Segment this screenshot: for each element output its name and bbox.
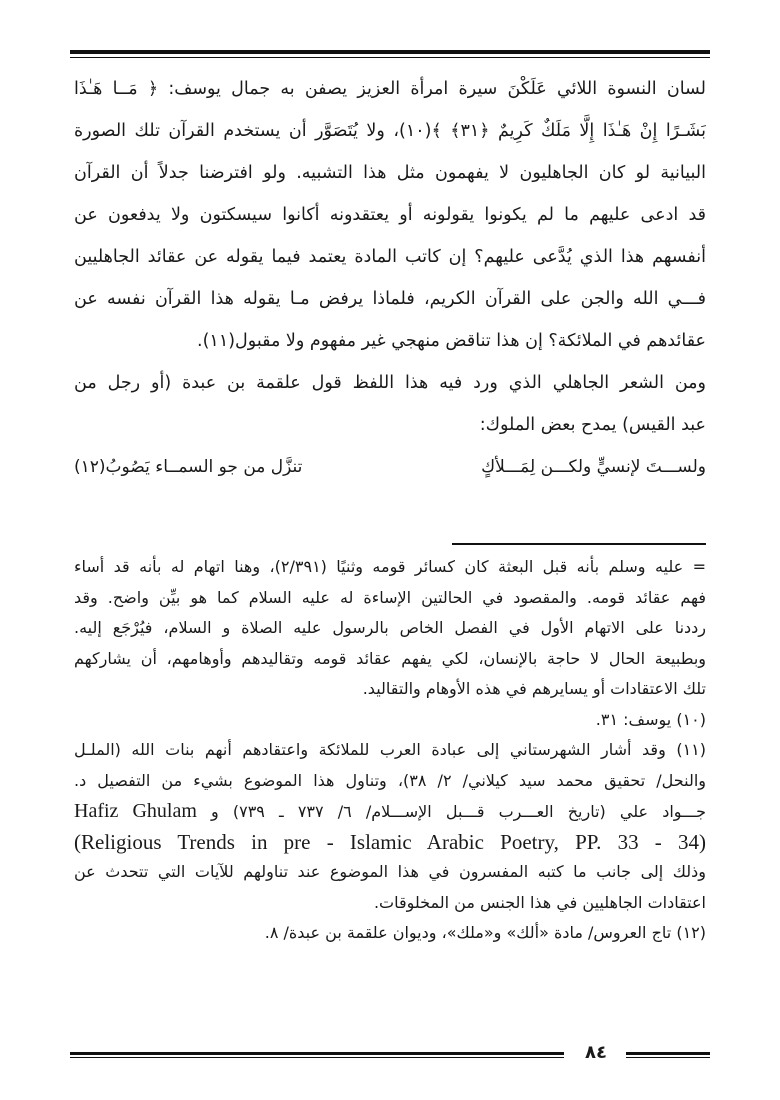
page-number: ٨٤ <box>585 1042 607 1063</box>
body-line: ومن الشعر الجاهلي الذي ورد فيه هذا اللفظ قول علقمة بن عبدة (أو رجل من <box>74 373 706 393</box>
footer-rule-left-thin <box>70 1057 564 1058</box>
top-rule <box>70 50 710 54</box>
body-line: البيانية لو كان الجاهليون لا يفهمون مثل هذا التشبيه. ولو افترضنا جدلاً أن القرآن <box>74 163 706 183</box>
footnotes <box>74 552 706 949</box>
footnote-arabic-part: جـــواد علي (تاريخ العـــرب قـــبل الإســـلام/ ٦/ ٧٣٧ ـ ٧٣٩) و <box>211 802 706 821</box>
main-text <box>74 68 706 488</box>
footnote-line: والنحل/ تحقيق محمد سيد كيلاني/ ٢/ ٣٨)، وتناول هذا الموضوع بشيء من التفصيل د. <box>74 770 706 790</box>
footnote-author-name: Hafiz Ghulam <box>74 800 197 822</box>
body-line: أنفسهم هذا الذي يُدَّعى عليهم؟ إن كاتب المادة يعتمد فيما يقوله عن عقائد الجاهليين <box>74 247 706 267</box>
footnote-line: وذلك إلى جانب ما كتبه المفسرون في هذا الموضوع عند تناولهم للآيات التي تتحدث عن <box>74 862 706 881</box>
footer-rule-left <box>70 1052 564 1055</box>
footer-rule-right-thin <box>626 1057 710 1058</box>
footnote-separator <box>452 543 706 545</box>
body-line: فـــي الله والجن على القرآن الكريم، فلماذا يرفض مـا يقوله هذا القرآن نفسه عن <box>74 289 706 309</box>
body-line: عبد القيس) يمدح بعض الملوك: <box>479 415 706 435</box>
body-line: قد ادعى عليهم ما لم يكونوا يقولونه أو يعتقدونه أكانوا سيسكتون ولا يدفعون عن <box>74 205 706 225</box>
page-footer <box>70 1042 710 1066</box>
body-line: لسان النسوة اللائي عَلَكْنَ سيرة امرأة العزيز يصفن به جمال يوسف: ﴿ مَــا هَـٰذَا <box>74 79 706 99</box>
verse-first-hemistich: ولســـتَ لإنسيٍّ ولكـــن لِمَـــلأكٍ <box>481 457 706 477</box>
top-rule-thin <box>70 57 710 58</box>
footnote-line: = عليه وسلم بأنه قبل البعثة كان كسائر قومه وثنيًا (٢/٣٩١)، وهنا اتهام له بأنه قد أساء <box>74 557 706 576</box>
footnote-11: (١١) وقد أشار الشهرستاني إلى عبادة العرب للملائكة واعتقادهم أنهم بنات الله (الملـل <box>74 740 706 759</box>
poetry-verse <box>74 446 706 488</box>
footnote-line-mixed <box>74 796 706 827</box>
footnote-line: وبطبيعة الحال لا حاجة بالإنسان، لكي يفهم عقائد قومه وتقاليدهم وأوهامهم، أن يشاركهم <box>74 648 706 668</box>
body-line: عقائدهم في الملائكة؟ إن هذا تناقض منهجي غير مفهوم ولا مقبول(١١). <box>197 331 706 351</box>
footnote-line: اعتقادات الجاهليين في هذا الجنس من المخلوقات. <box>373 892 706 912</box>
footer-rule-right <box>626 1052 710 1055</box>
body-line: بَشَـرًا إِنْ هَـٰذَا إِلَّا مَلَكٌ كَرِيمٌ ﴿٣١﴾ ﴾(١٠)، ولا يُتَصَوَّر أن يستخدم القرآن تلك الصورة <box>74 121 706 141</box>
footnote-12: (١٢) تاج العروس/ مادة «ألك» و«ملك»، وديوان علقمة بن عبدة/ ٨. <box>264 923 706 942</box>
footnote-english-title: (Religious Trends in pre - Islamic Arabic Poetry, PP. 33 - 34) <box>74 829 706 854</box>
footnote-line: فهم عقائد قومه. والمقصود في الحالتين الإساءة له عليه السلام كما هو بيِّن واضح. وقد <box>74 587 706 607</box>
footnote-line: تلك الاعتقادات أو يسايرهم في هذه الأوهام والتقاليد. <box>362 679 706 698</box>
footnote-10: (١٠) يوسف: ٣١. <box>595 709 706 729</box>
footnote-line: رددنا على الاتهام الأول في الفصل الخاص بالرسول عليه الصلاة و السلام، فيُرْجَع إليه. <box>74 618 706 637</box>
verse-second-hemistich: تنزَّل من جو السمــاء يَصُوبُ(١٢) <box>74 457 303 477</box>
